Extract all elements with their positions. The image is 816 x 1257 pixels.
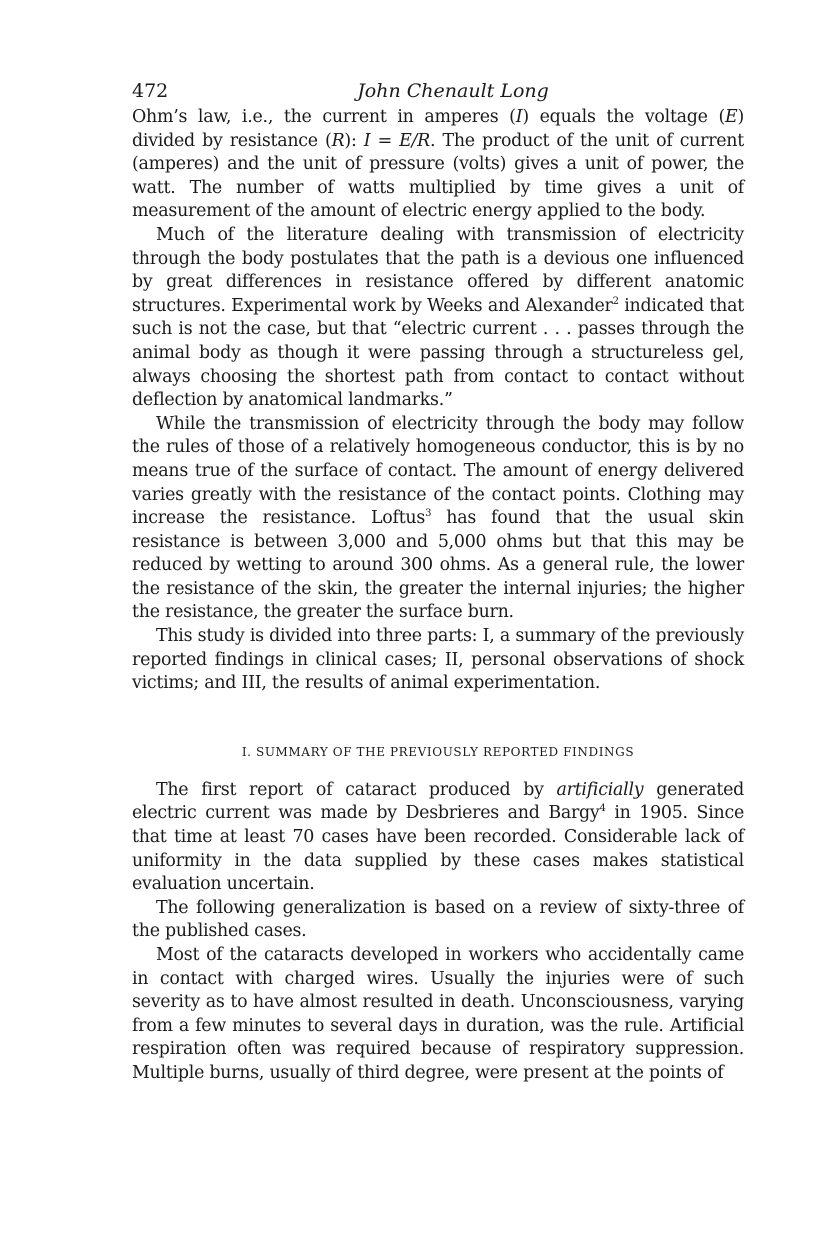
italic-text: I [363, 130, 371, 151]
text-run: While the transmission of electricity through the body may follow the rules of those of a relatively homogeneous conductor, this is by no means true of the surface of contact. The amount of energy delivered varies greatly with the resistance of the contact points. Clothing may increase the resistance. Loftus [132, 413, 744, 529]
footnote-ref: 2 [612, 295, 619, 307]
text-run: = [370, 130, 400, 151]
text-run: has found that the usual skin resistance is between 3,000 and 5,000 ohms but that this may be reduced by wetting to around 300 ohms. As a general rule, the lower the resistance of the skin, the greater the internal injuries; the higher the resistance, the greater the surface burn. [132, 508, 744, 623]
italic-text: E/R [399, 130, 431, 151]
footnote-ref: 3 [425, 508, 432, 520]
text-run: Much of the literature dealing with transmission of electricity through the body postulates that the path is a devious one influenced by great differences in resistance offered by different anatomic structures. Experimental work by Weeks and Alexander [132, 224, 744, 316]
paragraph [132, 224, 744, 413]
paragraph [132, 944, 744, 1086]
paragraph [132, 625, 744, 696]
text-run: ) equals the voltage ( [522, 107, 726, 127]
italic-text: I [515, 107, 523, 127]
text-run: The following generalization is based on a review of sixty-three of the published cases. [132, 897, 744, 942]
text-run: This study is divided into three parts: I, a summary of the previously reported findings in clinical cases; II, personal observations of shock victims; and III, the results of animal experimentation. [132, 626, 744, 694]
paragraph [132, 413, 744, 625]
text-run: generated electric current was made by Desbrieres and Bargy [132, 779, 744, 824]
italic-text: artificially [556, 779, 644, 800]
text-run: Ohm’s law, i.e., the current in amperes ( [132, 107, 516, 127]
text-run: ): [344, 130, 364, 151]
paragraph [132, 779, 744, 897]
summary-section [132, 779, 744, 1086]
running-head: John Chenault Long [357, 80, 549, 102]
paragraph [132, 897, 744, 944]
text-run: in 1905. Since that time at least 70 cases have been recorded. Considerable lack of uniformity in the data supplied by these cases makes statistical evaluation uncertain. [132, 803, 744, 895]
intro-section [132, 106, 744, 696]
text-run: . The product of the unit of current (amperes) and the unit of pressure (volts) gives a unit of power, the watt. The number of watts multiplied by time gives a unit of measurement of the amount of electric energy applied to the body. [132, 130, 744, 222]
page-number: 472 [132, 80, 169, 102]
text-run: Most of the cataracts developed in workers who accidentally came in contact with charged wires. Usually the injuries were of such severity as to have almost resulted in death. Unconsciousness, varying from a few minutes to several days in duration, was the rule. Artificial respiration often was required because of respiratory suppression. Multiple burns, usually of third degree, were present at the points of [132, 945, 744, 1083]
text-run: The first report of cataract produced by [156, 779, 557, 800]
text-run: ) divided by resistance ( [132, 107, 745, 151]
text-run: indicated that such is not the case, but that “electric current . . . passes through the animal body as though it were passing through a structureless gel, always choosing the shortest path from contact to contact without deflection by anatomical landmarks.” [132, 295, 744, 411]
paragraph [132, 106, 744, 224]
page [132, 76, 744, 1086]
page-header [132, 76, 744, 106]
footnote-ref: 4 [599, 803, 606, 815]
italic-text: R [331, 130, 345, 151]
italic-text: E [725, 107, 738, 127]
section-heading: I. SUMMARY OF THE PREVIOUSLY REPORTED FINDINGS [241, 744, 635, 759]
